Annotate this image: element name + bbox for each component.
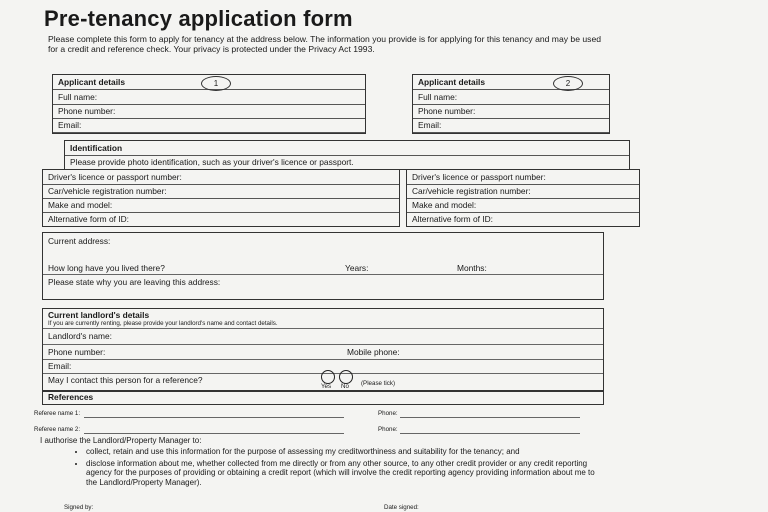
landlord-note: If you are currently renting, please provide your landlord's name and contact details. — [48, 320, 278, 327]
applicant-1-email[interactable]: Email: — [53, 118, 365, 133]
landlord-phone-label[interactable]: Phone number: — [48, 347, 106, 357]
referee-2-phone[interactable]: Phone: — [378, 426, 398, 433]
applicant-1-phone[interactable]: Phone number: — [53, 104, 365, 119]
landlord-name-label[interactable]: Landlord's name: — [48, 331, 112, 341]
date-signed-label[interactable]: Date signed: — [384, 504, 419, 511]
how-long-label: How long have you lived there? — [48, 263, 165, 273]
applicant-1-header: Applicant details — [53, 75, 365, 90]
id-left-licence[interactable]: Driver's licence or passport number: — [43, 170, 399, 185]
current-address-label[interactable]: Current address: — [48, 236, 111, 246]
identification-note: Please provide photo identification, such as your driver's licence or passport. — [70, 157, 354, 167]
referee-1-label[interactable]: Referee name 1: — [34, 410, 81, 417]
landlord-divider-1 — [43, 328, 603, 329]
applicant-2-number: 2 — [553, 76, 583, 91]
no-label: No — [341, 383, 349, 390]
referee-1-line — [84, 417, 344, 418]
landlord-divider-3 — [43, 359, 603, 360]
applicant-1-box — [52, 74, 366, 134]
applicant-2-header: Applicant details — [413, 75, 609, 90]
authorisation-lead: I authorise the Landlord/Property Manager to: — [40, 436, 202, 445]
referee-2-phone-line — [400, 433, 580, 434]
authorisation-bullet-2: • disclose information about me, whether collected from me directly or from any other source, to any other credit provider or any credit reporting agency for the purposes of providing or obtaining a credit report (which will involve the credit reporting agency providing information about me to the Landlord/Property Manager). — [86, 459, 600, 487]
address-box — [42, 232, 604, 300]
referee-1-phone[interactable]: Phone: — [378, 410, 398, 417]
address-divider — [43, 274, 603, 275]
applicant-1-full-name[interactable]: Full name: — [53, 90, 365, 105]
id-right-alt[interactable]: Alternative form of ID: — [412, 214, 493, 224]
id-left-make[interactable]: Make and model: — [43, 198, 399, 213]
authorisation-bullet-1: • collect, retain and use this information for the purpose of assessing my creditworthiness and suitability for the tenancy; and — [86, 447, 600, 456]
identification-left-box — [42, 169, 400, 227]
applicant-2-phone[interactable]: Phone number: — [413, 104, 609, 119]
yes-label: Yes — [321, 383, 332, 390]
applicant-1-number: 1 — [201, 76, 231, 91]
referee-2-line — [84, 433, 344, 434]
yes-checkbox[interactable] — [321, 370, 335, 384]
landlord-mobile-label[interactable]: Mobile phone: — [347, 347, 400, 357]
id-left-rego[interactable]: Car/vehicle registration number: — [43, 184, 399, 199]
please-tick-label: (Please tick) — [361, 380, 396, 387]
landlord-email-label[interactable]: Email: — [48, 361, 72, 371]
landlord-divider-2 — [43, 344, 603, 345]
signed-by-label[interactable]: Signed by: — [64, 504, 94, 511]
references-header: References — [48, 392, 94, 402]
id-right-rego[interactable]: Car/vehicle registration number: — [407, 184, 639, 199]
identification-header: Identification — [65, 141, 629, 156]
authorisation-section — [40, 436, 600, 489]
identification-right-box — [406, 169, 640, 227]
referee-2-label[interactable]: Referee name 2: — [34, 426, 81, 433]
page-title: Pre-tenancy application form — [44, 6, 353, 31]
years-label[interactable]: Years: — [345, 263, 369, 273]
intro-text: Please complete this form to apply for tenancy at the address below. The information you provide is for applying for this tenancy and may be used for a credit and reference check. Your privacy is protected under the Privacy Act 1993. — [48, 34, 602, 54]
landlord-box — [42, 308, 604, 392]
referee-1-phone-line — [400, 417, 580, 418]
leaving-reason-label[interactable]: Please state why you are leaving this address: — [48, 277, 221, 287]
id-right-make[interactable]: Make and model: — [407, 198, 639, 213]
references-box — [42, 390, 604, 405]
months-label[interactable]: Months: — [457, 263, 487, 273]
contact-question: May I contact this person for a reference? — [48, 375, 203, 385]
landlord-header: Current landlord's details — [48, 310, 150, 320]
applicant-2-email[interactable]: Email: — [413, 118, 609, 133]
id-right-licence[interactable]: Driver's licence or passport number: — [407, 170, 639, 185]
id-left-alt[interactable]: Alternative form of ID: — [48, 214, 129, 224]
applicant-2-full-name[interactable]: Full name: — [413, 90, 609, 105]
no-checkbox[interactable] — [339, 370, 353, 384]
identification-box — [64, 140, 630, 170]
applicant-2-box — [412, 74, 610, 134]
